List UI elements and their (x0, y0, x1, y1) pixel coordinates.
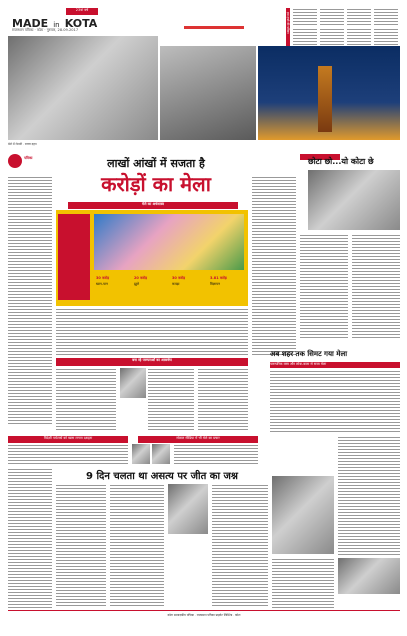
right-section-title: छोटा छो...यो कोटा छे (308, 157, 374, 166)
teaser-text (347, 8, 371, 26)
photo-caption: मेले में रोशनी · रावण दहन (8, 142, 37, 146)
left-column-text (8, 176, 52, 426)
bottom-right-text (338, 436, 400, 556)
right-column-text-2 (352, 234, 400, 340)
teaser-text (293, 28, 317, 46)
traditions-text-1 (56, 368, 116, 432)
social-media-box: सोशल मीडिया में भी मेले का प्रचार (138, 436, 258, 443)
bottom-column-2 (110, 484, 164, 608)
brand-city: KOTA (64, 17, 98, 30)
bottom-right-photo (272, 476, 334, 554)
teaser-text (374, 28, 398, 46)
brand-in: in (53, 21, 60, 29)
bottom-column-1 (56, 484, 106, 608)
bottom-left-column (8, 468, 52, 608)
brand-made: MADE (12, 17, 49, 30)
right-photo (308, 170, 400, 230)
top-photo-mid (160, 46, 256, 140)
stat-sidebar (58, 214, 90, 300)
mid-right-column (252, 176, 296, 356)
caption-2: रावण दहन (24, 142, 37, 146)
traditions-text-2 (148, 368, 194, 432)
stat-value-4: 3.81 करोड़ (210, 276, 227, 280)
bottom-column-3 (212, 484, 268, 608)
social-strip (184, 26, 244, 29)
right-lower-text (270, 370, 400, 432)
bottom-right-photo-2 (338, 558, 400, 594)
bottom-photo (168, 484, 208, 534)
top-photo-left (8, 36, 158, 140)
social-media-text (174, 444, 258, 464)
side-label: इस हफ्ते की पत्रिका (286, 12, 290, 34)
traditions-banner: बना रहे परम्पराओं का आकर्षण (56, 358, 248, 366)
right-column-text-1 (300, 234, 348, 340)
patrika-logo-icon (8, 154, 22, 168)
newspaper-page (8, 6, 400, 630)
infographic-panel (56, 210, 248, 306)
bottom-headline: 9 दिन चलता था असत्य पर जीत का जश्न (86, 471, 238, 482)
fair-photo (94, 214, 244, 270)
headline-line-2: करोड़ों का मेला (101, 172, 211, 196)
stat-label-4: विज्ञापन (210, 282, 220, 286)
anniversary-badge: 23वां वर्ष (66, 8, 98, 15)
stat-label-2: झूले (134, 282, 140, 286)
caption-1: मेले में रोशनी (8, 142, 23, 146)
stat-value-3: 30 करोड़ (172, 276, 185, 280)
portrait-photo-1 (120, 368, 146, 398)
foreign-tourists-text (8, 444, 128, 464)
stat-value-2: 20 करोड़ (134, 276, 147, 280)
stat-label-3: कपड़ा (172, 282, 180, 286)
right-lower-heading: अब शहर तक सिमट गया मेला (270, 350, 348, 358)
stat-label-1: खान-पान (96, 282, 108, 286)
stat-value-1: 30 करोड़ (96, 276, 109, 280)
teaser-text (347, 28, 371, 46)
bottom-right-text-2 (272, 558, 334, 608)
traditions-text-3 (198, 368, 248, 432)
teaser-text (293, 8, 317, 26)
footer-text: कोटा सम्पादकीय पत्रिका · राजस्थान पत्रिका प्राइवेट लिमिटेड · कोटा (167, 613, 241, 617)
portrait-photo-2 (132, 444, 150, 464)
ravana-effigy (318, 66, 332, 132)
footer-rule (8, 610, 400, 611)
teaser-text (320, 28, 344, 46)
teaser-text (320, 8, 344, 26)
foreign-tourists-box: विदेशी पर्यटकों को खास लगता दशहरा (8, 436, 128, 443)
teaser-text (374, 8, 398, 26)
date-line: राजस्थान पत्रिका · कोटा · गुरुवार, 28.09.2017 (12, 28, 79, 32)
teaser-grid (293, 8, 399, 46)
patrika-label: पत्रिका (24, 156, 33, 160)
top-photo-night (258, 46, 400, 140)
infographic-text (56, 308, 248, 356)
headline-line-1: लाखों आंखों में सजता है (107, 157, 205, 170)
economics-banner: मेले का अर्थशास्त्र (68, 202, 238, 209)
right-lower-subheading: पारम्परिक वस्त्र और लोक-कला से सजा मेला (270, 362, 400, 368)
portrait-photo-3 (152, 444, 170, 464)
